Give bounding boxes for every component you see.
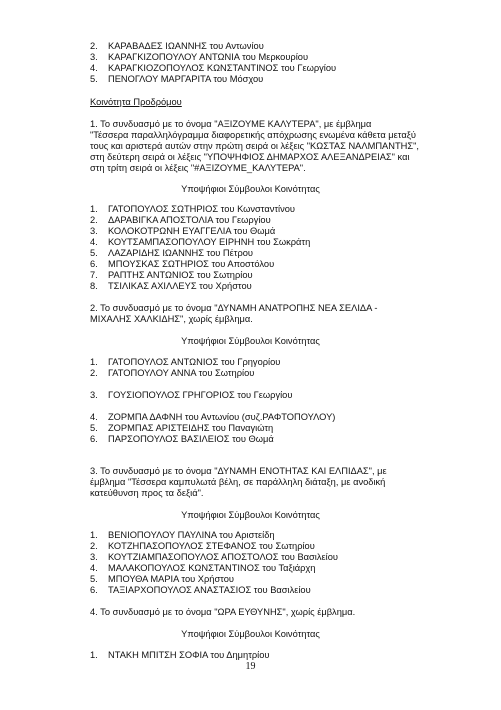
candidates-title: Υποψήφιοι Σύμβουλοι Κοινότητας (181, 510, 320, 520)
candidate-item: 3. ΓΟΥΣΙΟΠΟΥΛΟΣ ΓΡΗΓΟΡΙΟΣ του Γεωργίου (90, 390, 293, 400)
combo-paragraph-line: στη δεύτερη σειρά οι λέξεις "ΥΠΟΨΗΦΙΟΣ ΔΗΜΑΡΧΟΣ ΑΛΕΞΑΝΔΡΕΙΑΣ" και (90, 152, 410, 162)
candidate-item: 4. ΚΟΥΤΣΑΜΠΑΣΟΠΟΥΛΟΥ ΕΙΡΗΝΗ του Σωκράτη (90, 237, 311, 247)
candidate-item: 5. ΜΠΟΥΘΑ ΜΑΡΙΑ του Χρήστου (90, 574, 234, 584)
candidate-item: 5. ΛΑΖΑΡΙΔΗΣ ΙΩΑΝΝΗΣ του Πέτρου (90, 248, 253, 258)
candidate-item: 6. ΜΠΟΥΣΚΑΣ ΣΩΤΗΡΙΟΣ του Αποστόλου (90, 259, 275, 269)
list-item: 2. ΚΑΡΑΒΑΔΕΣ ΙΩΑΝΝΗΣ του Αντωνίου (90, 41, 264, 51)
candidate-item: 1. ΓΑΤΟΠΟΥΛΟΣ ΑΝΤΩΝΙΟΣ του Γρηγορίου (90, 357, 281, 367)
combo-paragraph-line: "Τέσσερα παραλληλόγραμμα διαφορετικής απόχρωσης ενωμένα κάθετα μεταξύ (90, 130, 416, 140)
candidate-item: 2. ΚΟΤΖΗΠΑΣΟΠΟΥΛΟΣ ΣΤΕΦΑΝΟΣ του Σωτηρίου (90, 541, 315, 551)
combo-paragraph-line: 1. Το συνδυασμό με το όνομα "ΑΞΙΖΟΥΜΕ ΚΑΛΥΤΕΡΑ", με έμβλημα (90, 119, 372, 129)
candidate-item: 6. ΠΑΡΣΟΠΟΥΛΟΣ ΒΑΣΙΛΕΙΟΣ του Θωμά (90, 434, 274, 444)
combo-paragraph-line: 3. Το συνδυασμό με το όνομα "ΔΥΝΑΜΗ ΕΝΟΤΗΤΑΣ ΚΑΙ ΕΛΠΙΔΑΣ", με (90, 466, 387, 476)
candidate-item: 2. ΓΑΤΟΠΟΥΛΟΥ ΑΝΝΑ του Σωτηρίου (90, 368, 255, 378)
combo-paragraph-line: έμβλημα "Τέσσερα καμπυλωτά βέλη, σε παράλληλη διάταξη, με ανοδική (90, 477, 386, 487)
candidate-item: 3. ΚΟΛΟΚΟΤΡΩΝΗ ΕΥΑΓΓΕΛΙΑ του Θωμά (90, 226, 276, 236)
candidate-item: 8. ΤΣΙΛΙΚΑΣ ΑΧΙΛΛΕΥΣ του Χρήστου (90, 281, 252, 291)
candidates-title: Υποψήφιοι Σύμβουλοι Κοινότητας (181, 336, 320, 346)
combo-paragraph-line: στη τρίτη σειρά οι λέξεις "#ΑΞΙΖΟΥΜΕ_ΚΑΛΥΤΕΡΑ". (90, 163, 306, 173)
combo-paragraph-line: κατεύθυνση προς τα δεξιά". (90, 488, 204, 498)
candidate-item: 4. ΜΑΛΑΚΟΠΟΥΛΟΣ ΚΩΝΣΤΑΝΤΙΝΟΣ του Ταξιάρχη (90, 563, 316, 573)
combo-paragraph-line: τους και αριστερά αυτών στην πρώτη σειρά οι λέξεις "ΚΩΣΤΑΣ ΝΑΛΜΠΑΝΤΗΣ", (90, 141, 419, 151)
candidate-item: 3. ΚΟΥΤΖΙΑΜΠΑΣΟΠΟΥΛΟΣ ΑΠΟΣΤΟΛΟΣ του Βασιλείου (90, 552, 338, 562)
candidates-title: Υποψήφιοι Σύμβουλοι Κοινότητας (181, 629, 320, 639)
list-item: 4. ΚΑΡΑΓΚΙΟΖΟΠΟΥΛΟΣ ΚΩΝΣΤΑΝΤΙΝΟΣ του Γεωργίου (90, 63, 337, 73)
candidate-item: 7. ΡΑΠΤΗΣ ΑΝΤΩΝΙΟΣ του Σωτηρίου (90, 270, 253, 280)
candidate-item: 2. ΔΑΡΑΒΙΓΚΑ ΑΠΟΣΤΟΛΙΑ του Γεωργίου (90, 215, 271, 225)
list-item: 5. ΠΕΝΟΓΛΟΥ ΜΑΡΓΑΡΙΤΑ του Μόσχου (90, 74, 264, 84)
candidate-item: 5. ΖΟΡΜΠΑΣ ΑΡΙΣΤΕΙΔΗΣ του Παναγιώτη (90, 423, 274, 433)
list-item: 3. ΚΑΡΑΓΚΙΖΟΠΟΥΛΟΥ ΑΝΤΩΝΙΑ του Μερκουρίου (90, 52, 309, 62)
candidate-item: 1. ΒΕΝΙΟΠΟΥΛΟΥ ΠΑΥΛΙΝΑ του Αριστείδη (90, 530, 275, 540)
candidates-title: Υποψήφιοι Σύμβουλοι Κοινότητας (181, 184, 320, 194)
combo-paragraph-line: ΜΙΧΑΛΗΣ ΧΑΛΚΙΔΗΣ", χωρίς έμβλημα. (90, 314, 253, 324)
candidate-item: 4. ΖΟΡΜΠΑ ΔΑΦΝΗ του Αντωνίου (συζ.ΡΑΦΤΟΠΟΥΛΟΥ) (90, 412, 336, 422)
candidate-item: 1. ΝΤΑΚΗ ΜΠΙΤΣΗ ΣΟΦΙΑ του Δημητρίου (90, 650, 270, 660)
community-heading: Κοινότητα Προδρόμου (90, 97, 182, 107)
combo-paragraph-line: 2. Το συνδυασμό με το όνομα "ΔΥΝΑΜΗ ΑΝΑΤΡΟΠΗΣ ΝΕΑ ΣΕΛΙΔΑ - (90, 303, 378, 313)
page-number: 19 (245, 661, 256, 672)
combo-paragraph-line: 4. Το συνδυασμό με το όνομα "ΩΡΑ ΕΥΘΥΝΗΣ", χωρίς έμβλημα. (90, 607, 356, 617)
candidate-item: 6. ΤΑΞΙΑΡΧΟΠΟΥΛΟΣ ΑΝΑΣΤΑΣΙΟΣ του Βασιλείου (90, 585, 311, 595)
candidate-item: 1. ΓΑΤΟΠΟΥΛΟΣ ΣΩΤΗΡΙΟΣ του Κωνσταντίνου (90, 204, 296, 214)
